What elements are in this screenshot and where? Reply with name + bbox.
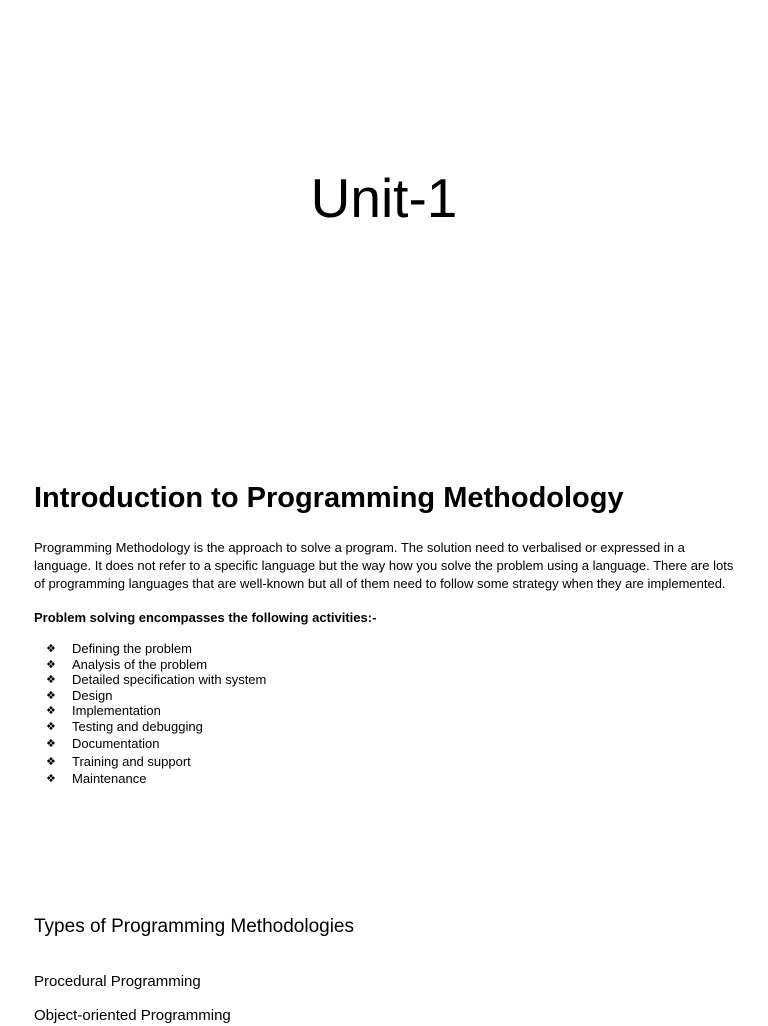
methodology-type-item: Object-oriented Programming [34, 1007, 231, 1024]
list-item-label: Testing and debugging [72, 718, 203, 734]
activity-list [46, 641, 266, 787]
diamond-bullet-icon: ❖ [46, 737, 56, 750]
section-heading: Introduction to Programming Methodology [34, 482, 624, 514]
types-heading: Types of Programming Methodologies [34, 916, 354, 937]
list-item [46, 641, 266, 657]
activities-heading: Problem solving encompasses the following activities:- [34, 610, 377, 625]
intro-paragraph: Programming Methodology is the approach to solve a program. The solution need to verbalised or expressed in a language. It does not refer to a specific language but the way how you solve the problem using a language. There are lots of programming languages that are well-known but all of them need to follow some strategy when they are implemented. [34, 540, 734, 591]
methodology-type-item: Procedural Programming [34, 973, 201, 990]
list-item-label: Design [72, 687, 113, 703]
list-item-label: Implementation [72, 703, 161, 718]
list-item-label: Defining the problem [72, 641, 192, 656]
list-item [46, 754, 266, 772]
list-item [46, 719, 266, 737]
diamond-bullet-icon: ❖ [46, 688, 56, 702]
diamond-bullet-icon: ❖ [46, 719, 56, 733]
diamond-bullet-icon: ❖ [46, 657, 56, 671]
list-item-label: Maintenance [72, 771, 147, 786]
list-item [46, 657, 266, 673]
list-item [46, 672, 266, 688]
list-item-label: Detailed specification with system [72, 672, 267, 687]
diamond-bullet-icon: ❖ [46, 673, 56, 686]
diamond-bullet-icon: ❖ [46, 772, 56, 785]
diamond-bullet-icon: ❖ [46, 754, 56, 768]
diamond-bullet-icon: ❖ [46, 642, 56, 655]
document-title: Unit-1 [310, 167, 458, 229]
diamond-bullet-icon: ❖ [46, 704, 56, 717]
list-item-label: Analysis of the problem [72, 656, 208, 672]
list-item [46, 736, 266, 754]
list-item-label: Documentation [72, 736, 160, 751]
list-item-label: Training and support [72, 753, 191, 769]
list-item [46, 703, 266, 719]
list-item [46, 688, 266, 704]
list-item [46, 771, 266, 787]
